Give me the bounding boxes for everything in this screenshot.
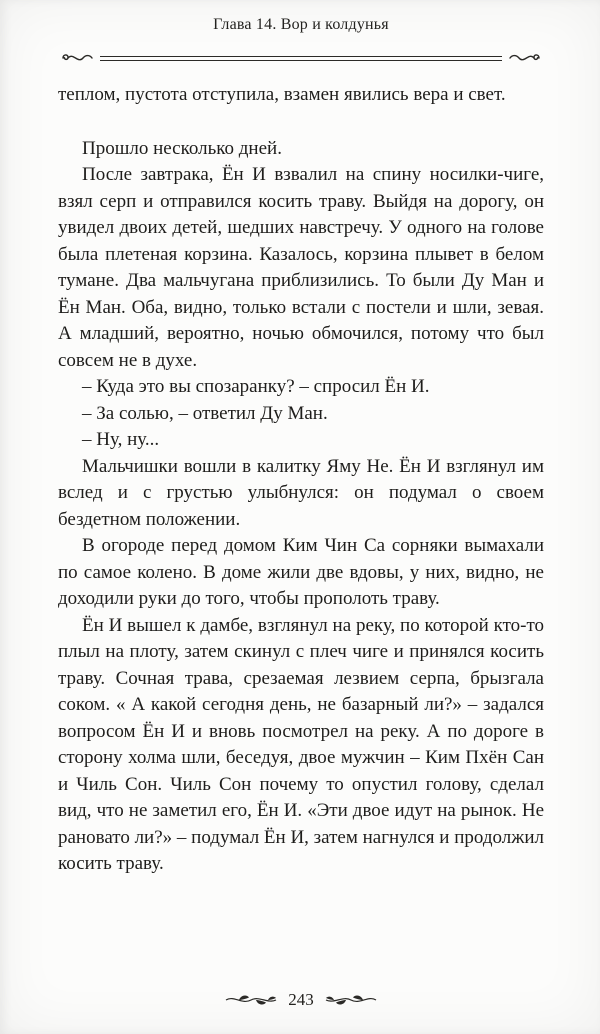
paragraph: – Ну, ну... [82,429,160,450]
footer-ornament-right-icon [324,991,378,1009]
paragraph: Мальчишки вошли в калитку Яму Не. Ён И взглянул им вслед и с грустью улыбнулся: он подумал о своем бездетном положении. [58,455,544,530]
divider-ornament-right-icon [508,50,542,66]
paragraph: Прошло несколько дней. [82,137,282,159]
page-body [58,82,544,878]
page-footer [58,990,544,1010]
page-number: 243 [288,990,314,1009]
paragraph: Ён И вышел к дамбе, взглянул на реку, по которой кто-то плыл на плоту, затем скинул с плеч чиге и принялся косить траву. Сочная трава, срезаемая лезвием серпа, брызгала соком. « А какой сегодня день, не базарный ли?» – задался вопросом Ён И и вновь посмотрел на реку. А по дороге в сторону холма шли, беседуя, двое мужчин – Ким Пхён Сан и Чиль Сон. Чиль Сон почему то опустил голову, сделал вид, что не заметил его, Ён И. «Эти двое идут на рынок. Не рановато ли?» – подумал Ён И, затем нагнулся и продолжил косить траву. [58,614,544,874]
divider-rule [100,56,502,61]
divider-ornament-left-icon [60,50,94,66]
paragraph: После завтрака, Ён И взвалил на спину носилки-чиге, взял серп и отправился косить траву. Выйдя на дорогу, он увидел двоих детей, шедших навстречу. У одного на голове была плетеная корзина. Казалось, корзина плывет в белом тумане. Два мальчугана приблизились. То были Ду Ман и Ён Ман. Оба, видно, только встали с постели и шли, зевая. А младший, вероятно, ночью обмочился, потому что был совсем не в духе. [58,164,544,371]
paragraph: – Куда это вы спозаранку? – спросил Ён И. [82,376,430,397]
chapter-header: Глава 14. Вор и колдунья [213,16,389,33]
footer-ornament-left-icon [224,991,278,1009]
paragraph: В огороде перед домом Ким Чин Са сорняки вымахали по самое колено. В доме жили две вдовы, у них, видно, не доходили руки до того, чтобы прополоть траву. [58,535,544,609]
paragraph: теплом, пустота отступила, взамен явились вера и свет. [58,84,506,105]
paragraph: – За солью, – ответил Ду Ман. [82,402,328,424]
chapter-divider [60,50,542,66]
